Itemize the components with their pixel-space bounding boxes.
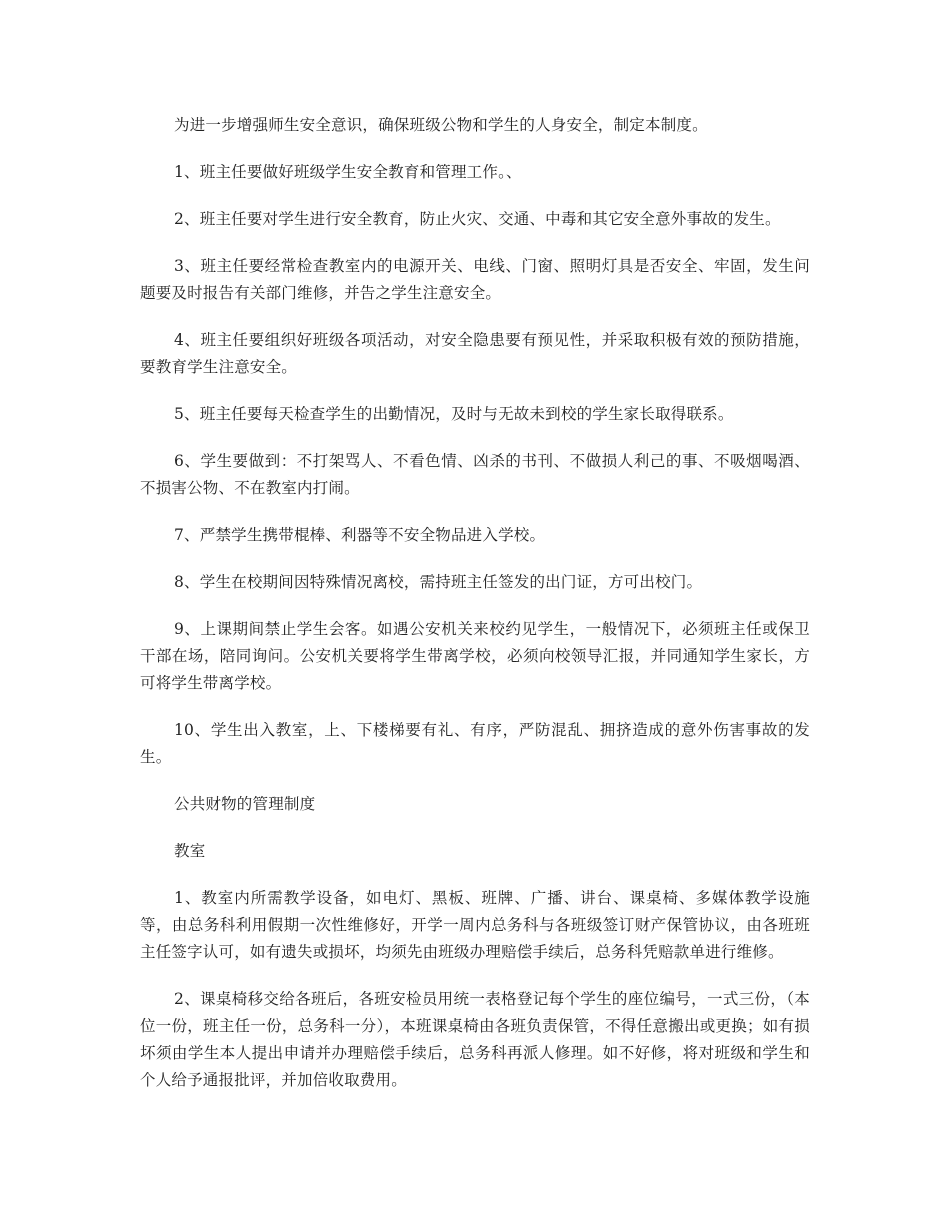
safety-rule-10: 10、学生出入教室，上、下楼梯要有礼、有序，严防混乱、拥挤造成的意外伤害事故的发生。 [140,721,810,766]
safety-rule-5: 5、班主任要每天检查学生的出勤情况，及时与无故未到校的学生家长取得联系。 [174,405,734,423]
safety-rule-8: 8、学生在校期间因特殊情况离校，需持班主任签发的出门证，方可出校门。 [174,573,703,591]
safety-rule-3: 3、班主任要经常检查教室内的电源开关、电线、门窗、照明灯具是否安全、牢固，发生问题要及时报告有关部门维修，并告之学生注意安全。 [140,257,810,302]
safety-rule-7: 7、严禁学生携带棍棒、利器等不安全物品进入学校。 [174,526,546,544]
safety-rule-9: 9、上课期间禁止学生会客。如遇公安机关来校约见学生，一般情况下，必须班主任或保卫干部在场，陪同询问。公安机关要将学生带离学校，必须向校领导汇报，并同通知学生家长，方可将学生带离学校。 [140,620,810,692]
safety-rule-6: 6、学生要做到：不打架骂人、不看色情、凶杀的书刊、不做损人利己的事、不吸烟喝酒、不损害公物、不在教室内打闹。 [140,452,810,497]
safety-rule-2: 2、班主任要对学生进行安全教育，防止火灾、交通、中毒和其它安全意外事故的发生。 [174,210,781,228]
safety-rule-1: 1、班主任要做好班级学生安全教育和管理工作。、 [174,163,522,181]
classroom-rule-2: 2、课桌椅移交给各班后，各班安检员用统一表格登记每个学生的座位编号，一式三份，（本位一份，班主任一份，总务科一分），本班课桌椅由各班负责保管，不得任意搬出或更换；如有损坏须由学生本人提出申请并办理赔偿手续后，总务科再派人修理。如不好修，将对班级和学生和个人给予通报批评，并加倍收取费用。 [140,990,810,1089]
intro-paragraph: 为进一步增强师生安全意识，确保班级公物和学生的人身安全，制定本制度。 [174,116,708,134]
classroom-rule-1: 1、教室内所需教学设备，如电灯、黑板、班牌、广播、讲台、课桌椅、多媒体教学设施等，由总务科利用假期一次性维修好，开学一周内总务科与各班级签订财产保管协议，由各班班主任签字认可，如有遗失或损坏，均须先由班级办理赔偿手续后，总务科凭赔款单进行维修。 [140,889,810,961]
section-heading-property: 公共财物的管理制度 [174,795,316,813]
document-page [140,112,810,1114]
safety-rule-4: 4、班主任要组织好班级各项活动，对安全隐患要有预见性，并采取积极有效的预防措施，要教育学生注意安全。 [140,331,810,376]
subsection-heading-classroom: 教室 [174,842,206,860]
